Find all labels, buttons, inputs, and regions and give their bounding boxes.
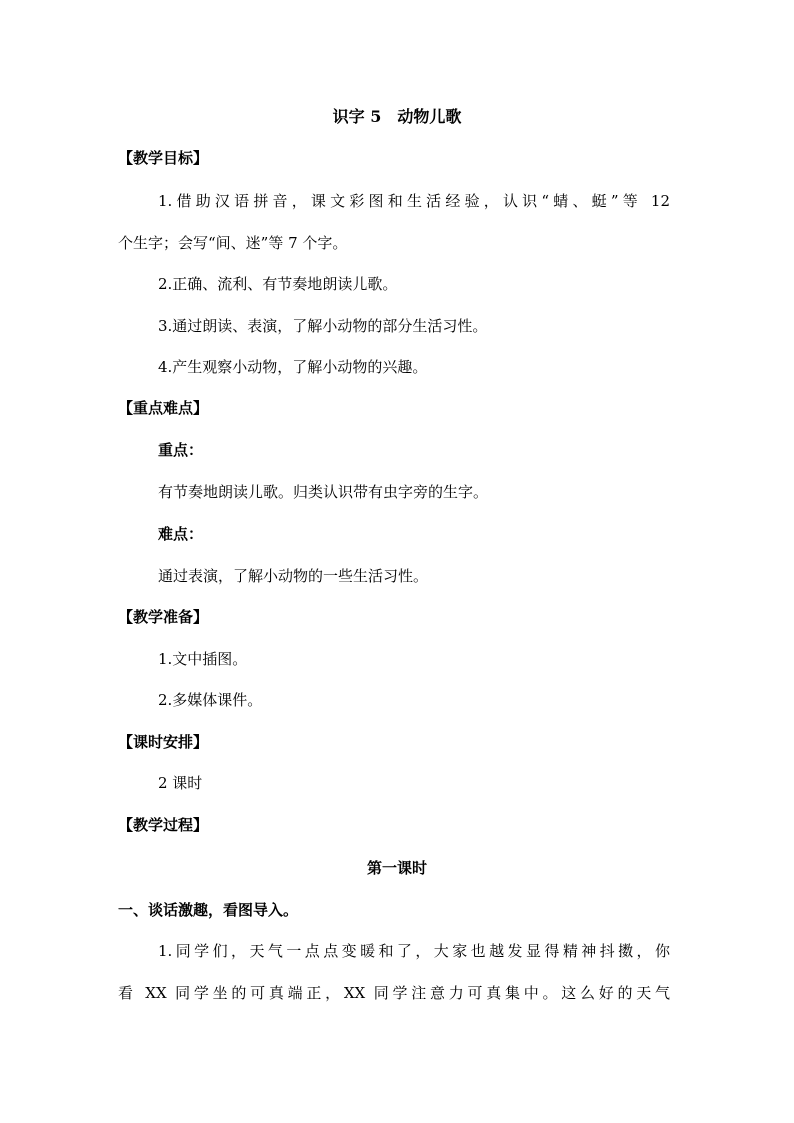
- goal-item-2: 2.正确、流利、有节奏地朗读儿歌。: [158, 275, 398, 293]
- page-title: 识字 5 动物儿歌: [332, 107, 462, 126]
- step1-line-2: 看 XX 同学坐的可真端正，XX 同学注意力可真集中。这么好的天气: [118, 984, 670, 1002]
- difficulty-label: 难点：: [158, 525, 204, 543]
- prep-item-1: 1.文中插图。: [158, 650, 248, 668]
- section-heading-prep: 【教学准备】: [118, 608, 209, 626]
- section-heading-key-points: 【重点难点】: [118, 399, 209, 417]
- key-point-text: 有节奏地朗读儿歌。归类认识带有虫字旁的生字。: [158, 483, 489, 501]
- section-heading-schedule: 【课时安排】: [118, 733, 209, 751]
- section-heading-process: 【教学过程】: [118, 816, 209, 834]
- goal-item-1-cont: 个生字；会写“间、迷”等 7 个字。: [118, 234, 348, 252]
- prep-item-2: 2.多媒体课件。: [158, 691, 263, 709]
- lesson-title: 第一课时: [366, 859, 427, 877]
- goal-item-1: 1.借助汉语拼音，课文彩图和生活经验，认识“蜻、蜓”等 12: [158, 192, 670, 210]
- step1-heading: 一、谈话激趣，看图导入。: [118, 901, 299, 919]
- goal-item-4: 4.产生观察小动物，了解小动物的兴趣。: [158, 358, 428, 376]
- section-heading-goals: 【教学目标】: [118, 149, 209, 167]
- goal-item-3: 3.通过朗读、表演，了解小动物的部分生活习性。: [158, 317, 488, 335]
- step1-line-1: 1.同学们，天气一点点变暖和了，大家也越发显得精神抖擞，你: [158, 942, 670, 960]
- difficulty-text: 通过表演，了解小动物的一些生活习性。: [158, 567, 429, 585]
- schedule-text: 2 课时: [158, 774, 203, 792]
- key-point-label: 重点：: [158, 441, 204, 459]
